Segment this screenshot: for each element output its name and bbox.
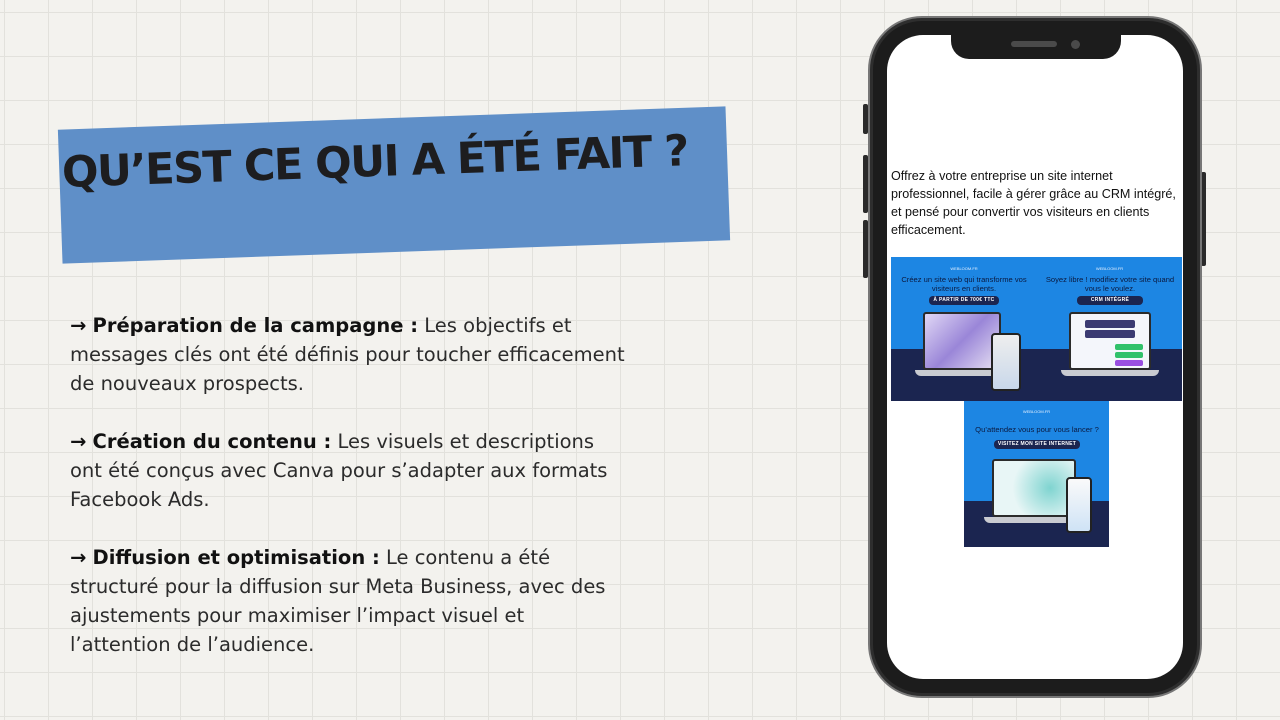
ad-headline: Créez un site web qui transforme vos visiteurs en clients. <box>901 275 1027 293</box>
camera-icon <box>1071 40 1080 49</box>
bullet-text: Les objectifs et messages clés ont été définis pour toucher efficacement de nouveaux prospects. <box>70 314 625 395</box>
ad-headline: Soyez libre ! modifiez votre site quand vous le voulez. <box>1045 275 1175 293</box>
post-description: Offrez à votre entreprise un site internet professionnel, facile à gérer grâce au CRM intégré, et pensé pour convertir vos visiteurs en clients efficacement. <box>891 169 1176 237</box>
laptop-mockup <box>1069 312 1151 370</box>
arrow-icon: → <box>70 430 87 453</box>
bullet-heading: Préparation de la campagne : <box>92 314 419 337</box>
phone-mockup <box>1066 477 1092 533</box>
bullet-creation <box>70 427 630 514</box>
bullet-text: Le contenu a été structuré pour la diffusion sur Meta Business, avec des ajustements pour maximiser l’impact visuel et l’attention de l’audience. <box>70 546 606 656</box>
bullet-text: Les visuels et descriptions ont été conçus avec Canva pour s’adapter aux formats Facebook Ads. <box>70 430 608 511</box>
bullet-heading: Création du contenu : <box>92 430 332 453</box>
bullet-preparation <box>70 311 630 398</box>
ad-headline: Qu’attendez vous pour vous lancer ? <box>975 425 1099 434</box>
bullet-list <box>70 311 630 688</box>
ad-cta: VISITEZ MON SITE INTERNET <box>994 440 1080 449</box>
laptop-mockup <box>992 459 1076 517</box>
bullet-diffusion <box>70 543 630 659</box>
ad-brand: WEBLOOM.FR <box>950 266 978 271</box>
ad-cta: CRM INTÉGRÉ <box>1077 296 1143 305</box>
ad-cta: À PARTIR DE 700€ TTC <box>929 296 999 305</box>
page-title: QU’EST CE QUI A ÉTÉ FAIT ? <box>61 126 689 198</box>
arrow-icon: → <box>70 314 87 337</box>
ad-creative-2[interactable] <box>1037 257 1182 401</box>
laptop-mockup <box>923 312 1001 370</box>
bullet-heading: Diffusion et optimisation : <box>92 546 380 569</box>
ad-creative-3[interactable] <box>964 401 1109 547</box>
phone-mockup <box>991 333 1021 391</box>
ad-brand: WEBLOOM.FR <box>1022 409 1051 414</box>
ad-creative-1[interactable] <box>891 257 1037 401</box>
speaker-icon <box>1011 41 1057 47</box>
arrow-icon: → <box>70 546 87 569</box>
ad-brand: WEBLOOM.FR <box>1095 266 1124 271</box>
